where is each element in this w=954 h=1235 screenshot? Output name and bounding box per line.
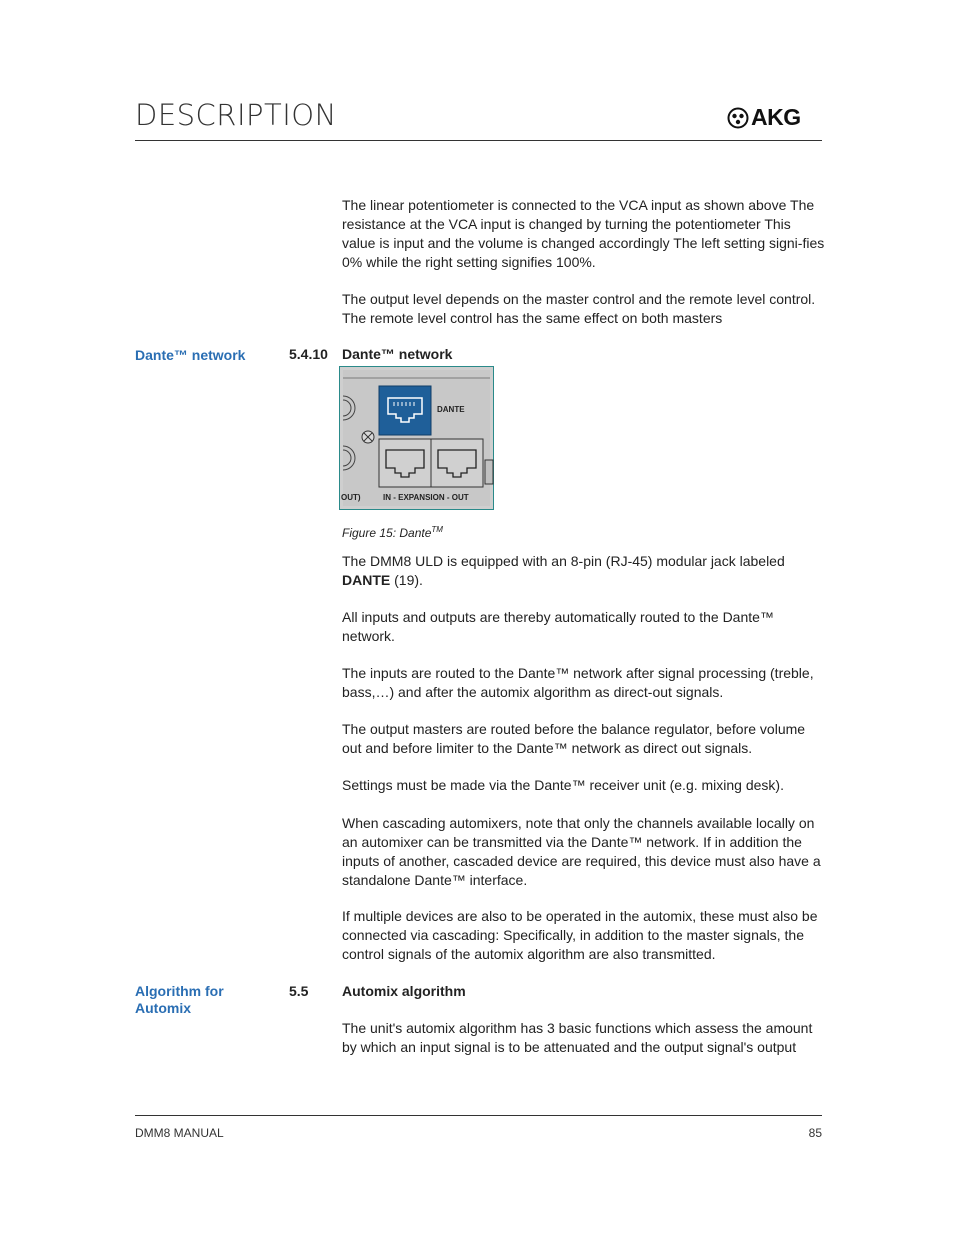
dante-paragraph-5: Settings must be made via the Dante™ receiver unit (e.g. mixing desk). [342,777,784,793]
dante-jack-label: DANTE [342,572,391,588]
intro-paragraph-2: The output level depends on the master control and the remote level control. The remote level control has the same effect on both masters [342,291,816,326]
dante-paragraph-7: If multiple devices are also to be operated in the automix, these must also be connected via cascading: Specifically, in addition to the master signals, the control signals of the automix algorithm are also transmitted. [342,908,818,962]
caption-superscript: TM [431,525,443,534]
caption-text: Figure 15: Dante [342,526,432,540]
section-title-dante: Dante™ network [342,346,453,362]
dante-port-label: DANTE [437,405,465,414]
side-label-automix-line-2: Automix [135,1000,191,1016]
page-title: DESCRIPTION [135,98,337,132]
akg-logo [727,105,823,131]
section-title-automix: Automix algorithm [342,983,466,999]
dante-paragraph-1-ref: (19). [390,572,423,588]
logo-text: AKG [751,104,801,130]
dante-paragraph-6: When cascading automixers, note that only the channels available locally on an automixer can be transmitted via the Dante™ network. If in addition the inputs of another, cascaded device are required, this device must also have a standalone Dante™ interface. [342,815,821,888]
dante-paragraph-2: All inputs and outputs are thereby automatically routed to the Dante™ network. [342,609,774,644]
side-label-dante: Dante™ network [135,347,246,363]
automix-paragraph-1: The unit's automix algorithm has 3 basic functions which assess the amount by which an input signal is to be attenuated and the output signal's output [342,1020,813,1055]
dante-panel-illustration [339,366,494,510]
out-label: OUT) [341,493,361,502]
intro-paragraph-1: The linear potentiometer is connected to the VCA input as shown above The resistance at the VCA input is changed by turning the potentiometer This value is input and the volume is changed accordingly The left setting signi-fies 0% while the right setting signifies 100%. [342,197,825,270]
section-number-automix: 5.5 [289,983,309,999]
footer-manual-name: DMM8 MANUAL [135,1126,224,1140]
dante-paragraph-4: The output masters are routed before the balance regulator, before volume out and before limiter to the Dante™ network as direct out signals. [342,721,806,756]
dante-figure [339,366,494,510]
dante-paragraph-1 [342,552,827,590]
figure-caption [342,525,443,540]
section-number-dante: 5.4.10 [289,346,328,362]
header-divider [135,140,822,141]
side-label-automix [135,983,275,1017]
dante-paragraph-3: The inputs are routed to the Dante™ network after signal processing (treble, bass,…) and after the automix algorithm as direct-out signals. [342,665,814,700]
dante-paragraph-1-text: The DMM8 ULD is equipped with an 8-pin (RJ-45) modular jack labeled [342,553,785,569]
side-label-automix-line-1: Algorithm for [135,983,224,999]
page-number: 85 [808,1126,822,1140]
expansion-port-label: IN - EXPANSION - OUT [383,493,469,502]
footer-divider [135,1115,822,1116]
akg-logo-icon [727,107,749,129]
